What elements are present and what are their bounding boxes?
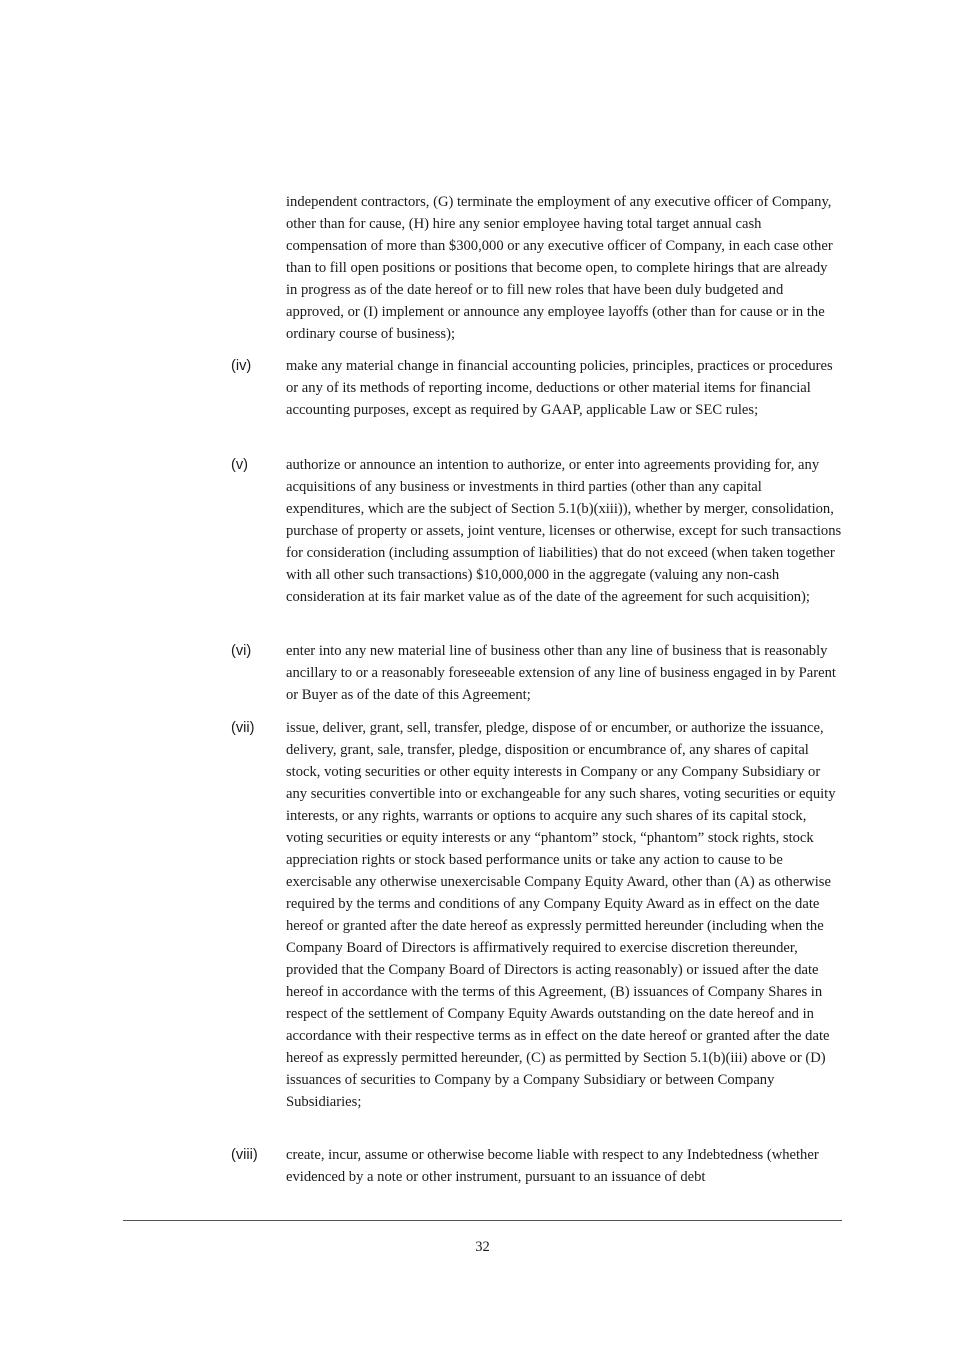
item-text: enter into any new material line of business other than any line of business that is reasonably ancillary to or a reasonably foreseeable extension of any line of business engaged in by Parent or Buyer as of the date of this Agreement; [286, 643, 836, 703]
item-number: (vi) [231, 643, 252, 659]
footer-divider [123, 1220, 842, 1221]
item-number: (iv) [231, 358, 252, 374]
item-text: create, incur, assume or otherwise become liable with respect to any Indebtedness (whether evidenced by a note or other instrument, pursuant to an issuance of debt [286, 1147, 819, 1185]
item-text: make any material change in financial accounting policies, principles, practices or procedures or any of its methods of reporting income, deductions or other material items for financial accounting purposes, except as required by GAAP, applicable Law or SEC rules; [286, 358, 833, 418]
item-number: (v) [231, 457, 249, 473]
item-number: (vii) [231, 720, 255, 736]
item-text: issue, deliver, grant, sell, transfer, pledge, dispose of or encumber, or authorize the issuance, delivery, grant, sale, transfer, pledge, disposition or encumbrance of, any shares of capital stock, voting securities or other equity interests in Company or any Company Subsidiary or any securities convertible into or exchangeable for any such shares, voting securities or equity interests, or any rights, warrants or options to acquire any such shares of its capital stock, voting securities or equity interests or any “phantom” stock, “phantom” stock rights, stock appreciation rights or stock based performance units or take any action to cause to be exercisable any otherwise unexercisable Company Equity Award, other than (A) as otherwise required by the terms and conditions of any Company Equity Award as in effect on the date hereof or granted after the date hereof as expressly permitted hereunder (including when the Company Board of Directors is affirmatively required to exercise discretion thereunder, provided that the Company Board of Directors is acting reasonably) or issued after the date hereof in accordance with the terms of this Agreement, (B) issuances of Company Shares in respect of the settlement of Company Equity Awards outstanding on the date hereof and in accordance with their respective terms as in effect on the date hereof or granted after the date hereof as expressly permitted hereunder, (C) as permitted by Section 5.1(b)(iii) above or (D) issuances of securities to Company by a Company Subsidiary or between Company Subsidiaries; [286, 720, 836, 1110]
item-text: authorize or announce an intention to authorize, or enter into agreements providing for, any acquisitions of any business or investments in third parties (other than any capital expenditures, which are the subject of Section 5.1(b)(xiii)), whether by merger, consolidation, purchase of property or assets, joint venture, licenses or otherwise, except for such transactions for consideration (including assumption of liabilities) that do not exceed (when taken together with all other such transactions) $10,000,000 in the aggregate (valuing any non-cash consideration at its fair market value as of the date of the agreement for such acquisition); [286, 457, 842, 605]
item-number: (viii) [231, 1147, 258, 1163]
continued-paragraph: independent contractors, (G) terminate the employment of any executive officer of Company, other than for cause, (H) hire any senior employee having total target annual cash compensation of more than $300,000 or any executive officer of Company, in each case other than to fill open positions or positions that become open, to complete hirings that are already in progress as of the date hereof or to fill new roles that have been duly budgeted and approved, or (I) implement or announce any employee layoffs (other than for cause or in the ordinary course of business); [286, 194, 833, 342]
page-number: 32 [475, 1239, 490, 1255]
